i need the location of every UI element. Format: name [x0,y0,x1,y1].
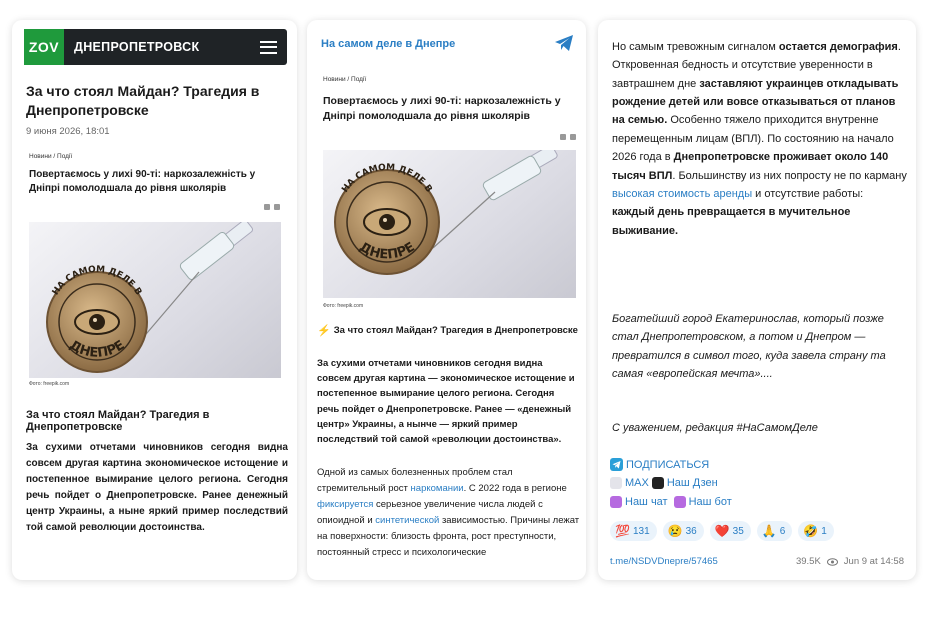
site-logo[interactable]: ZOV [24,29,64,65]
article-image [29,222,281,378]
telegram-icon[interactable] [554,34,574,52]
facebook-icon[interactable] [560,134,566,140]
reaction-hundred[interactable] [610,521,657,541]
reaction-heart[interactable] [710,521,751,541]
body-text: зависимостью. Причины лежат на поверхности: близость фронта, рост преступности, постоянный стресс и психологические [317,514,580,558]
body-text: Но самым тревожным сигналом [612,41,779,53]
share-icons [560,134,576,140]
post-footer [610,556,904,567]
chat-links-row [610,496,732,508]
praying-hands-icon: 🙏 [761,524,777,538]
reaction-count: 131 [632,525,650,537]
telegram-post-card [307,20,586,580]
section-heading: За что стоял Майдан? Трагедия в Днепропетровске [26,409,210,433]
facebook-icon[interactable] [264,204,270,210]
post-body [317,465,581,561]
post-paragraph [612,38,908,240]
link-fixed[interactable]: фиксируется [317,498,374,510]
bold-text: каждый день превращается в мучительное выживание. [612,206,851,237]
reaction-count: 36 [685,525,697,537]
reaction-count: 35 [732,525,744,537]
max-link[interactable]: MAX [625,477,649,489]
reaction-crying[interactable] [663,521,704,541]
chat-icon [610,496,622,508]
max-icon [610,477,622,489]
badge-top-text: НА САМОМ ДЕЛЕ В [50,264,144,298]
photo-credit: Фото: freepik.com [323,303,364,309]
post-meta [796,556,904,567]
bot-link[interactable]: Наш бот [688,496,732,508]
social-links-row [610,477,718,489]
dzen-icon [652,477,664,489]
heart-icon: ❤️ [714,524,730,538]
reactions-bar [610,521,834,541]
bold-text: заставляют украинцев откладывать рождение детей или вовсе отказываться от планов на семью. [612,77,899,127]
channel-name[interactable]: На самом деле в Днепре [321,38,456,50]
body-text: и отсутствие работы: [752,187,864,200]
link-narcomania[interactable]: наркомании [410,482,464,494]
embedded-article-title: Повертаємось у лихі 90-ті: наркозалежність у Дніпрі помолодшала до рівня школярів [29,169,256,194]
badge-bottom-text: ДНЕПРЕ [356,239,418,263]
body-text: Одной из самых болезненных проблем стал стремительный рост [317,467,513,494]
news-site-card [12,20,297,580]
bold-text: остается демография [778,41,898,53]
site-city-name[interactable]: ДНЕПРОПЕТРОВСК [74,40,200,54]
hundred-icon: 💯 [615,524,630,538]
photo-credit: Фото: freepik.com [29,381,70,387]
breadcrumb[interactable]: Новини / Події [29,153,73,160]
crying-face-icon: 😢 [667,524,683,538]
post-signature: С уважением, редакция #НаСамомДеле [612,422,818,434]
body-text: Особенно тяжело приходится внутренне перемещенным лицам (ВПЛ). По состоянию на начало 2026 года в [612,114,894,164]
site-header [24,29,287,65]
post-paragraph-italic: Богатейший город Екатеринослав, который позже стал Днепропетровском, а потом и Днепром — превратился в символ того, куда завела страну та самая «европейская мечта».... [612,313,886,381]
section-heading-text: За что стоял Майдан? Трагедия в Днепропетровске [333,325,578,336]
lightning-icon: ⚡ [317,325,331,337]
body-text: . Большинству из них попросту не по карману [672,169,907,182]
breadcrumb[interactable]: Новини / Події [323,76,367,83]
telegram-icon[interactable] [274,204,280,210]
reaction-count: 6 [779,525,786,537]
laughing-face-icon: 🤣 [803,524,819,538]
embedded-article-title: Повертаємось у лихі 90-ті: наркозалежність у Дніпрі помолодшала до рівня школярів [323,95,561,122]
syringe-badge-illustration [323,150,576,298]
article-body: За сухими отчетами чиновников сегодня видна совсем другая картина экономическое истощение и постепенное вымирание целого региона. Сегодня речь пойдет о Днепропетровске. Ранее денежный центр Украины, а ныне яркий пример последствий той самой революции достоинства. [26,442,288,533]
link-rent-cost[interactable]: высокая стоимость аренды [612,187,753,200]
reaction-laugh[interactable] [798,521,834,541]
bold-text: Днепропетровске проживает около 140 тысяч ВПЛ [612,151,889,182]
body-text: . С 2022 года в регионе [463,482,567,494]
body-text: серьезное увеличение числа людей с опиоидной и [317,498,543,526]
badge-top-text: НА САМОМ ДЕЛЕ В [340,162,434,195]
subscribe-label: ПОДПИСАТЬСЯ [626,458,710,471]
link-synthetic[interactable]: синтетической [375,514,440,526]
eye-icon [827,558,838,566]
subscribe-link[interactable] [610,458,709,471]
post-body-bold: За сухими отчетами чиновников сегодня видна совсем другая картина — экономическое истощение и постепенное вымирание целого региона. Сегодня речь пойдет о Днепропетровске. Ранее — «денежный центр» Украины, а нынче — яркий пример последствий той самой «революции достоинства». [317,358,575,445]
view-count: 39.5K [795,556,821,567]
menu-icon[interactable] [260,41,277,54]
chat-link[interactable]: Наш чат [625,496,668,508]
article-date: 9 июня 2026, 18:01 [26,126,110,137]
article-title: За что стоял Майдан? Трагедия в Днепропетровске [26,83,260,118]
telegram-post-continuation [598,20,916,580]
share-icons [264,204,280,210]
post-link[interactable]: t.me/NSDVDnepre/57465 [610,556,718,567]
telegram-icon [610,458,623,471]
telegram-icon[interactable] [570,134,576,140]
bot-icon [674,496,686,508]
reaction-pray[interactable] [757,521,793,541]
badge-bottom-text: ДНЕПРЕ [66,337,128,361]
post-time: Jun 9 at 14:58 [843,556,904,567]
reaction-count: 1 [821,525,827,537]
body-text: . Откровенная бедность и отсутствие уверенности в завтрашнем дне [612,41,901,90]
dzen-link[interactable]: Наш Дзен [666,477,718,489]
article-image [323,150,576,298]
syringe-badge-illustration [29,222,281,378]
section-heading [317,324,578,337]
